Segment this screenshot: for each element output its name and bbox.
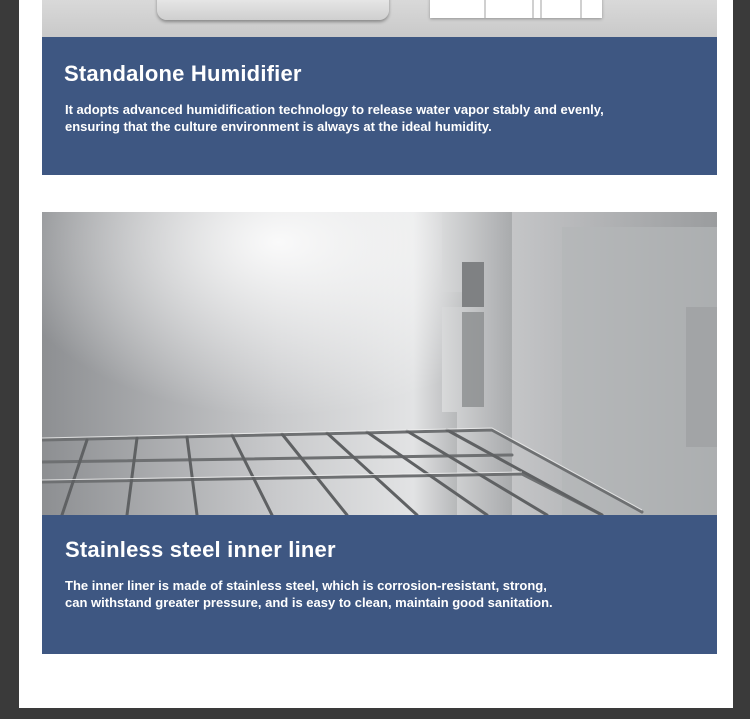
humidifier-unit [430,0,602,18]
interior-illustration [42,212,717,515]
wall-notch [686,307,717,447]
humidifier-description-line-1: It adopts advanced humidification technology to release water vapor stably and evenly, [65,102,604,117]
humidifier-photo [42,0,717,37]
bracket-slot-1 [462,262,484,307]
bracket-slot-2 [462,312,484,407]
liner-description-line-2: can withstand greater pressure, and is easy to clean, maintain good sanitation. [65,595,553,610]
humidifier-info-panel [42,37,717,175]
product-detail-page [19,0,733,708]
humidifier-tray [157,0,389,20]
humidifier-description [65,101,685,135]
liner-description-line-1: The inner liner is made of stainless steel, which is corrosion-resistant, strong, [65,578,547,593]
stainless-steel-interior-photo [42,212,717,515]
liner-title: Stainless steel inner liner [65,537,336,562]
liner-description [65,577,685,611]
humidifier-title: Standalone Humidifier [64,61,302,86]
humidifier-description-line-2: ensuring that the culture environment is always at the ideal humidity. [65,119,492,134]
liner-info-panel [42,515,717,654]
